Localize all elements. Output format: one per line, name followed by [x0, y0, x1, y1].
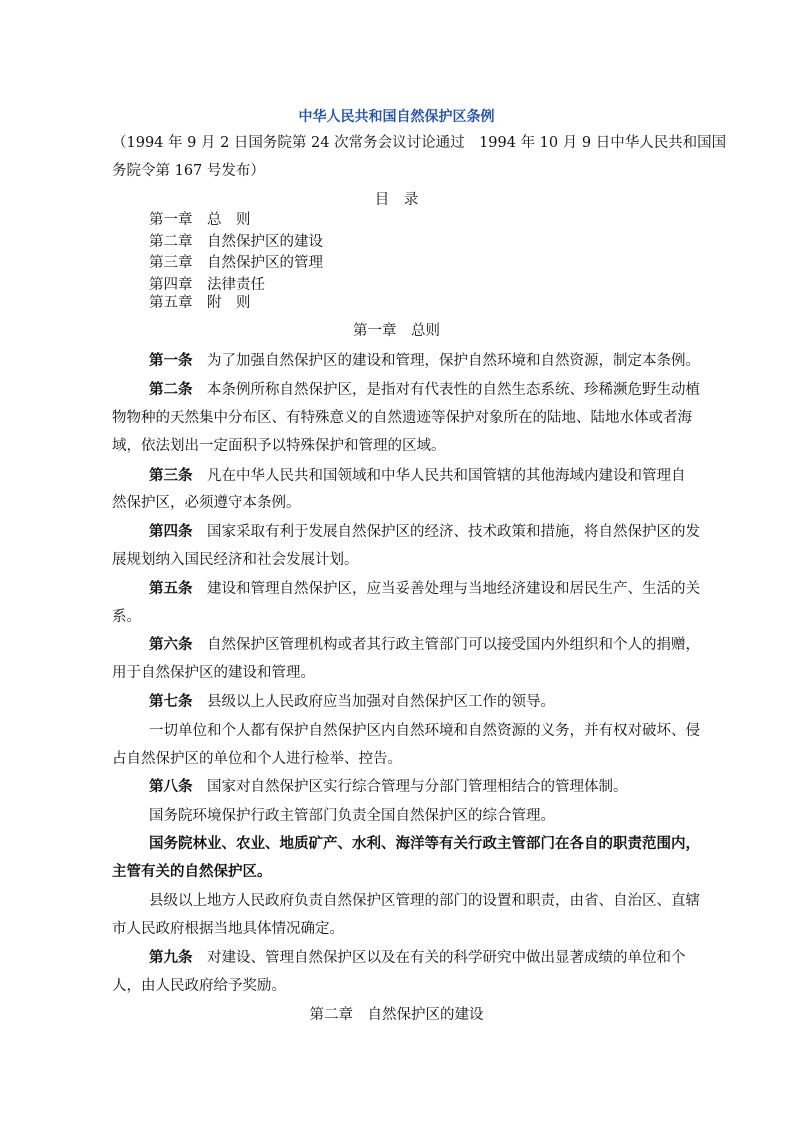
article-5	[149, 580, 700, 598]
article-4	[149, 523, 700, 541]
article-text: 国务院环境保护行政主管部门负责全国自然保护区的综合管理。	[149, 808, 555, 824]
article-text: 国家对自然保护区实行综合管理与分部门管理相结合的管理体制。	[192, 779, 628, 795]
article-text: 主管有关的自然保护区。	[112, 863, 272, 880]
article-label: 第二条	[149, 381, 193, 398]
article-text: 对建设、管理自然保护区以及在有关的科学研究中做出显著成绩的单位和个	[192, 950, 686, 966]
toc-item: 第二章 自然保护区的建设	[149, 234, 323, 250]
toc-item: 第四章 法律责任	[149, 277, 265, 293]
promulgation-note-line-1: （1994 年 9 月 2 日国务院第 24 次常务会议讨论通过 1994 年 10 月 9 日中华人民共和国国	[112, 135, 727, 151]
article-text: 市人民政府根据当地具体情况确定。	[112, 921, 344, 937]
article-text: 域，依法划出一定面积予以特殊保护和管理的区域。	[112, 438, 446, 454]
article-text: 县级以上人民政府应当加强对自然保护区工作的领导。	[192, 694, 555, 710]
article-text: 建设和管理自然保护区，应当妥善处理与当地经济建设和居民生产、生活的关	[192, 581, 700, 597]
article-text: 一切单位和个人都有保护自然保护区内自然环境和自然资源的义务，并有权对破坏、侵	[149, 723, 700, 739]
article-2	[149, 381, 700, 399]
toc-heading: 目 录	[374, 192, 419, 208]
article-text: 国家采取有利于发展自然保护区的经济、技术政策和措施，将自然保护区的发	[192, 524, 700, 540]
article-text: 系。	[112, 609, 141, 625]
article-label: 第五条	[149, 580, 193, 597]
article-text: 占自然保护区的单位和个人进行检举、控告。	[112, 751, 402, 767]
article-label: 第三条	[149, 467, 193, 484]
article-label: 第一条	[149, 352, 193, 369]
article-label: 第四条	[149, 523, 193, 540]
article-label: 第九条	[149, 949, 193, 966]
article-text: 然保护区，必须遵守本条例。	[112, 495, 301, 511]
article-text: 国务院林业、农业、地质矿产、水利、海洋等有关行政主管部门在各自的职责范围内，	[149, 835, 700, 852]
article-label: 第六条	[149, 636, 193, 653]
article-7	[149, 693, 555, 711]
toc-item: 第五章 附 则	[149, 295, 251, 311]
toc-item: 第一章 总 则	[149, 212, 251, 228]
document-title: 中华人民共和国自然保护区条例	[298, 109, 495, 125]
article-text: 本条例所称自然保护区，是指对有代表性的自然生态系统、珍稀濒危野生动植	[192, 382, 700, 398]
chapter-heading: 第二章 自然保护区的建设	[309, 1007, 484, 1023]
article-text: 县级以上地方人民政府负责自然保护区管理的部门的设置和职责，由省、自治区、直辖	[149, 893, 700, 909]
article-text: 展规划纳入国民经济和社会发展计划。	[112, 552, 359, 568]
article-9	[149, 949, 686, 967]
article-text: 人，由人民政府给予奖励。	[112, 978, 286, 994]
article-1	[149, 352, 700, 370]
article-text: 为了加强自然保护区的建设和管理，保护自然环境和自然资源，制定本条例。	[192, 353, 700, 369]
article-text: 凡在中华人民共和国领域和中华人民共和国管辖的其他海域内建设和管理自	[192, 468, 686, 484]
article-label: 第八条	[149, 778, 193, 795]
article-6	[149, 636, 700, 654]
article-text: 自然保护区管理机构或者其行政主管部门可以接受国内外组织和个人的捐赠，	[192, 637, 700, 653]
chapter-heading: 第一章 总则	[353, 323, 440, 339]
article-text: 用于自然保护区的建设和管理。	[112, 665, 315, 681]
article-8	[149, 778, 628, 796]
toc-item: 第三章 自然保护区的管理	[149, 255, 323, 271]
article-label: 第七条	[149, 693, 193, 710]
article-3	[149, 467, 686, 485]
article-text: 物物种的天然集中分布区、有特殊意义的自然遗迹等保护对象所在的陆地、陆地水体或者海	[112, 410, 692, 426]
promulgation-note-line-2: 务院令第 167 号发布）	[112, 163, 265, 179]
